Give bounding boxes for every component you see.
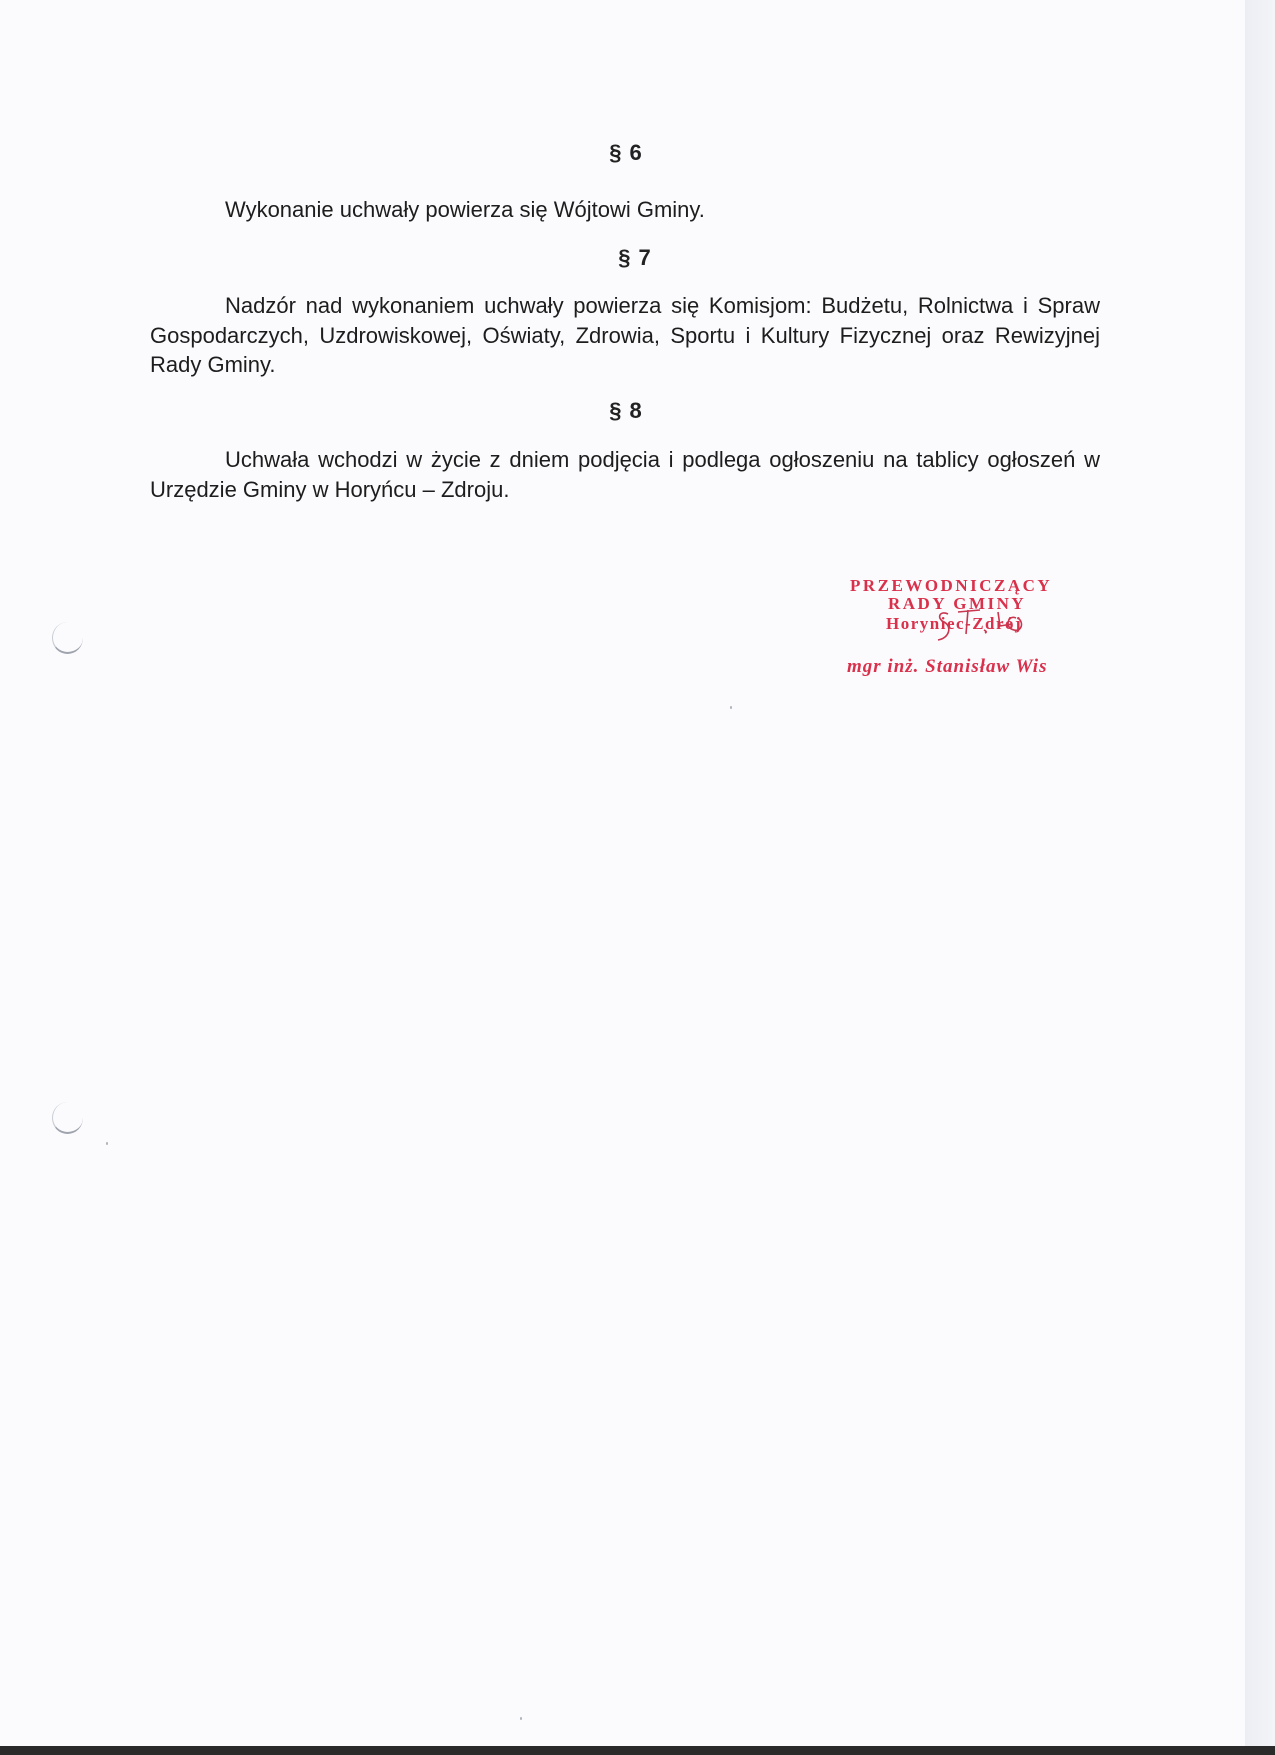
punch-hole-top	[52, 622, 83, 654]
section-sign-7: § 7	[618, 245, 652, 270]
paragraph-6-text: Wykonanie uchwały powierza się Wójtowi Gminy.	[225, 197, 705, 222]
scan-right-edge	[1245, 0, 1275, 1748]
scan-speck	[106, 1142, 108, 1145]
stamp-place: Horyniec-Zdrój	[886, 614, 1023, 633]
paragraph-8	[150, 445, 1100, 504]
scan-speck	[520, 1717, 522, 1720]
paragraph-8-text: Uchwała wchodzi w życie z dniem podjęcia i podlega ogłoszeniu na tablicy ogłoszeń w Urzędzie Gminy w Horyńcu – Zdroju.	[150, 447, 1100, 502]
scan-speck	[730, 706, 732, 709]
paragraph-7	[150, 291, 1100, 380]
section-sign-6: § 6	[609, 140, 643, 165]
stamp-council: RADY GMINY	[888, 594, 1027, 613]
paragraph-7-text: Nadzór nad wykonaniem uchwały powierza się Komisjom: Budżetu, Rolnictwa i Spraw Gospodarczych, Uzdrowiskowej, Oświaty, Zdrowia, Sportu i Kultury Fizycznej oraz Rewizyjnej Rady Gminy.	[150, 293, 1100, 377]
scan-bottom-edge	[0, 1746, 1275, 1755]
punch-hole-bottom	[52, 1102, 83, 1134]
paragraph-6	[150, 195, 1100, 225]
chairman-stamp	[838, 574, 1138, 689]
stamp-title: PRZEWODNICZĄCY	[850, 576, 1053, 595]
stamp-name: mgr inż. Stanisław Wis	[847, 656, 1048, 677]
section-sign-8: § 8	[609, 398, 643, 423]
handwritten-signature	[928, 604, 1038, 654]
